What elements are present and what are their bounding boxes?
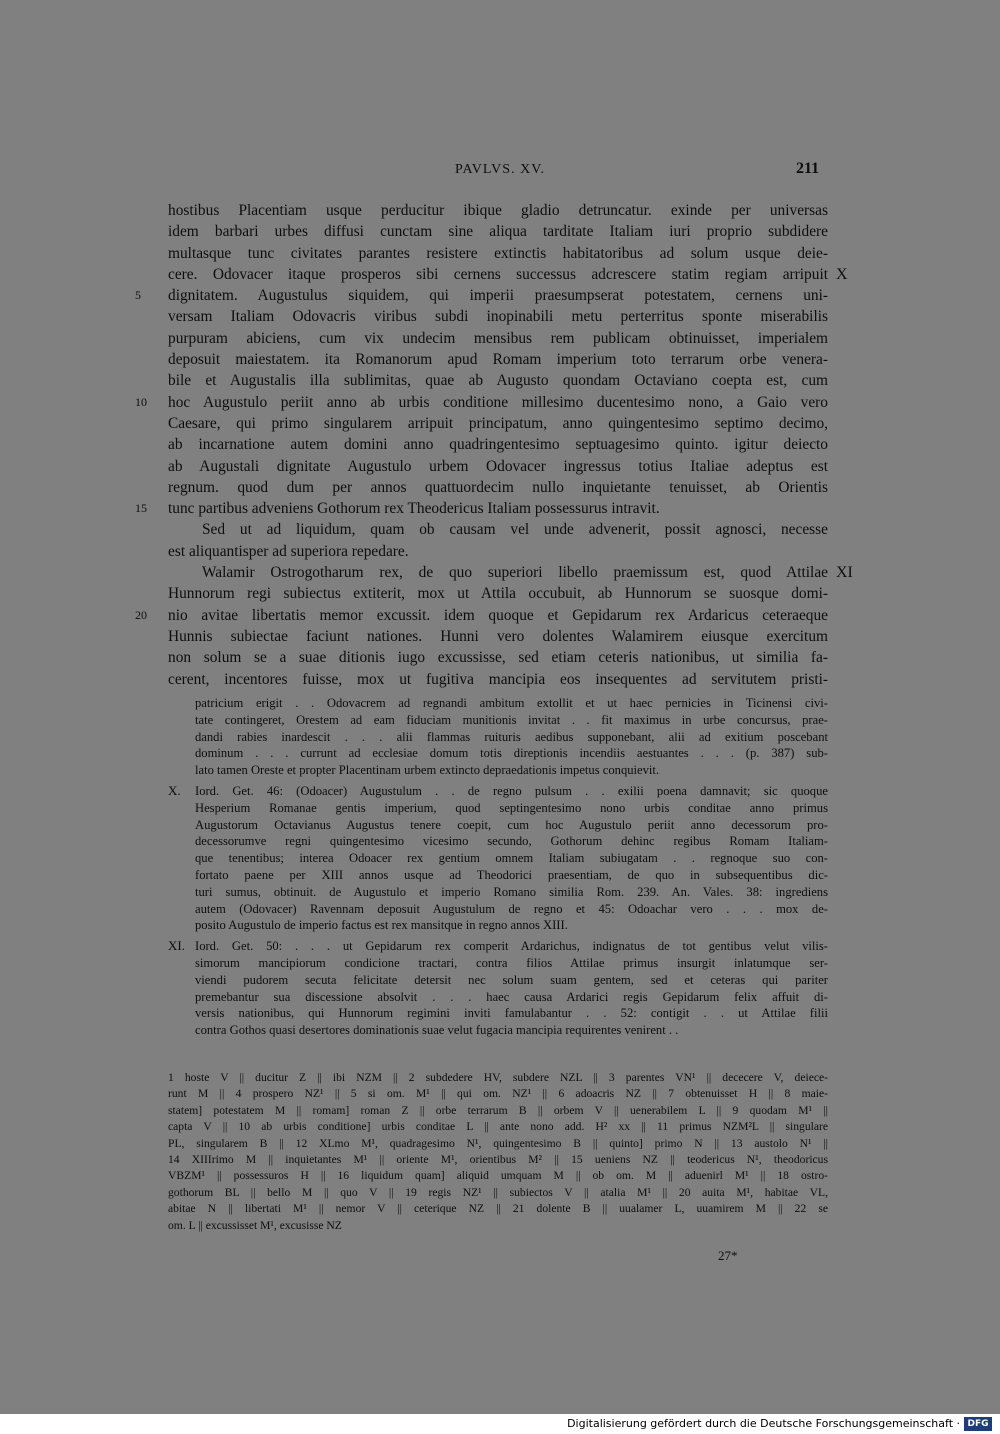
commentary-line: viendi pudorem secuta felicitate detersit nec solum suam gentem, sed et ceteras qui pariter	[195, 972, 828, 987]
apparatus-line: statem] potestatem M || romam] roman Z || orbe terrarum B || orbem V || uenerabilem L || 9 quodam M¹ ||	[168, 1103, 828, 1117]
apparatus-line: 14 XIIIrimo M || inquietantes M¹ || oriente M¹, orientibus M² || 15 ueniens NZ || teodericus N¹, theodoricus	[168, 1152, 828, 1166]
footer-text: Digitalisierung gefördert durch die Deutsche Forschungsgemeinschaft ·	[567, 1417, 960, 1430]
text-line-content: Walamir Ostrogotharum rex, de quo superiori libello praemissum est, quod Attilae	[202, 564, 828, 582]
commentary	[168, 695, 828, 1039]
text-line: Sed ut ad liquidum, quam ob causam vel unde advenerit, possit agnosci, necesse	[202, 521, 828, 539]
text-line: Hunnis subiectae faciunt nationes. Hunni vero dolentes Walamirem eiusque exercitum	[168, 627, 828, 645]
text-line: bile et Augustalis illa sublimitas, quae ab Augusto quondam Octaviano coepta est, cum	[168, 372, 828, 390]
line-number: 5	[135, 288, 141, 303]
apparatus-line: om. L || excussisset M¹, excusisse NZ	[168, 1218, 342, 1232]
main-text	[135, 200, 853, 690]
text-line	[135, 392, 828, 413]
apparatus-line: PL, singularem B || 12 XLmo M¹, quadragesimo N¹, quingentesimo B || quinto] primo N || 13 austolo N¹ ||	[168, 1136, 828, 1150]
commentary-line: dominum . . . currunt ad ecclesiae domum totis direptionis incendiis aestuantes . . . (p. 387) sub-	[195, 746, 828, 761]
commentary-label: X.	[168, 782, 181, 798]
text-line: hostibus Placentiam usque perducitur ibique gladio detruncatur. exinde per universas	[168, 202, 828, 219]
text-line-content: hoc Augustulo periit anno ab urbis conditione millesimo ducentesimo nono, a Gaio vero	[168, 393, 828, 411]
apparatus-line: 1 hoste V || ducitur Z || ibi NZM || 2 subdedere HV, subdere NZL || 3 parentes VN¹ || dececere V, deiece-	[168, 1071, 828, 1084]
commentary-line: contra Gothos quasi desertores dominationis suae velut fugacia mancipia requirentes venirent . .	[195, 1023, 679, 1038]
commentary-line: posito Augustulo de imperio factus est rex mansitque in regno annos XIII.	[195, 918, 568, 933]
text-line	[168, 264, 848, 285]
text-line-content: cere. Odovacer itaque prosperos sibi cernens successus adcrescere statim regiam arripuit	[168, 265, 828, 283]
page-number: 211	[796, 160, 820, 177]
text-line: ab incarnatione autem domini anno quadringentesimo septuagesimo quinto. igitur deiecto	[168, 436, 828, 454]
text-line	[135, 498, 828, 519]
line-number: 15	[135, 501, 147, 516]
commentary-line: lato tamen Oreste et propter Placentinam urbem extincto depraedationis impetus conquievit.	[195, 763, 660, 778]
text-line: multasque tunc civitates parantes resistere extinctis habitatoribus ad solum usque deie-	[168, 244, 828, 262]
footer-bar	[0, 1414, 1000, 1434]
dfg-logo[interactable]: DFG	[964, 1417, 992, 1431]
commentary-section-xi	[168, 938, 828, 1039]
apparatus-line: gothorum BL || bello M || quo V || 19 regis NZ¹ || subiectos V || atalia M¹ || 20 auita M¹, habitae VL,	[168, 1185, 828, 1199]
signature-mark: 27*	[718, 1248, 738, 1263]
commentary-line: Augustorum Octavianus Augustus tenere coepit, cum hoc Augustulo periit anno decessorum pro-	[195, 817, 828, 832]
text-line: versam Italiam Odovacris viribus subdi inopinabili metu perterritus sponte miserabilis	[168, 308, 828, 326]
commentary-section-x	[168, 783, 828, 934]
commentary-line: decessorumve regni quingentesimo vicesimo secundo, Gothorum dehinc regibus Romam Italiam-	[195, 834, 828, 849]
margin-note-x: X	[836, 265, 848, 283]
text-line-content: dignitatem. Augustulus siquidem, qui imperii praesumpserat potestatem, cernens uni-	[168, 287, 828, 305]
running-head: PAVLVS. XV.	[455, 162, 545, 177]
text-line: est aliquantisper ad superiora repedare.	[168, 542, 409, 560]
commentary-line: turi sumus, obtinuit. de Augustulo et imperio Romano similia Rom. 239. An. Vales. 38: ingrediens	[195, 884, 828, 899]
commentary-line: Hesperium Romanae gentis imperium, quod septingentesimo nono urbis conditae anno primus	[195, 800, 828, 815]
text-line: Caesare, qui primo singularem arripuit principatum, anno quingentesimo septimo decimo,	[168, 414, 828, 432]
text-line: regnum. quod dum per annos quattuordecim nullo inquietante tenuisset, ab Orientis	[168, 478, 828, 496]
text-line-content: nio avitae libertatis memor excussit. idem quoque et Gepidarum rex Ardaricus ceteraeque	[168, 606, 828, 624]
commentary-line: Iord. Get. 50: . . . ut Gepidarum rex comperit Ardarichus, indignatus de tot gentibus velut vilis-	[195, 939, 828, 954]
commentary-line: Iord. Get. 46: (Odoacer) Augustulum . . de regno pulsum . . exilii poena damnavit; sic quoque	[195, 783, 828, 798]
text-line	[135, 605, 828, 626]
commentary-label: XI.	[168, 938, 185, 954]
text-line: deposuit maiestatem. ita Romanorum apud Romam imperium toto terrarum orbe venera-	[168, 351, 828, 369]
text-line: idem barbari urbes diffusi cunctam sine aliqua tarditate Italiam iuri proprio subdidere	[168, 223, 828, 241]
commentary-line: que tenentibus; interea Odoacer rex gentium omnem Italiam subiugatam . . regnoque suo con-	[195, 851, 828, 866]
text-line	[135, 285, 828, 306]
apparatus-line: runt M || 4 prospero NZ¹ || 5 si om. M¹ || qui om. NZ¹ || 6 adoacris NZ || 7 obtenuisset H || 8 maie-	[168, 1087, 828, 1101]
apparatus-line: capta V || 10 ab urbis conditione] urbis conditae L || ante nono add. H² xx || 11 primus NZM²L || singulare	[168, 1120, 828, 1134]
commentary-line: patricium erigit . . Odovacrem ad regnandi ambitum extollit et ut haec pernicies in Ticinensi civi-	[195, 696, 828, 710]
commentary-line: simorum mancipiorum condicione tractari, contra filios Attilae primus insurgit inlatumque ser-	[195, 955, 828, 970]
commentary-line: tate contingeret, Orestem ad eam fiduciam munitionis invitat . . fit maximus in urbe concursus, prae-	[195, 712, 828, 727]
line-number: 20	[135, 607, 147, 622]
critical-apparatus	[168, 1070, 828, 1234]
text-line: non solum se a suae ditionis iugo excussisse, sed etiam ceteris nationibus, ut similia fa-	[168, 649, 828, 667]
text-line: purpuram abiciens, cum vix undecim mensibus rem publicam obtinuisset, imperialem	[168, 329, 828, 347]
commentary-line: fortato paene per XIII annos usque ad Theodorici praesentiam, de quo in subsequentibus dic-	[195, 867, 828, 882]
commentary-line: premebantur sua discessione absolvit . . . haec causa Ardarici regis Gepidarum felix affuit di-	[195, 989, 828, 1004]
apparatus-line: abitae N || libertati M¹ || nemor V || ceterique NZ || 21 dolente B || uualamer L, uuamirem M || 22 se	[168, 1202, 828, 1216]
line-number: 10	[135, 394, 147, 409]
commentary-line: autem (Odovacer) Ravennam deposuit Augustulum de regno et 45: Odoachar vero . . . mox de-	[195, 901, 828, 916]
commentary-line: dandi rabies inardescit . . . alii flammas ruituris aedibus supponebant, alii ad exitium poscebant	[195, 729, 828, 744]
commentary-line: versis nationibus, qui Hunnorum regimini inviti famulabantur . . 52: contigit . . ut Attilae filii	[195, 1006, 828, 1021]
text-line: cerent, incentores fuisse, mox ut fugitiva mancipia eos insequentes ad servitutem pristi-	[168, 670, 828, 688]
text-line-content: tunc partibus adveniens Gothorum rex Theodericus Italiam possessurus intravit.	[168, 500, 660, 518]
text-line	[168, 562, 853, 583]
text-line: Hunnorum regi subiectus extiterit, mox ut Attila occubuit, ab Hunnorum se suosque domi-	[168, 585, 828, 603]
text-line: ab Augustali dignitate Augustulo urbem Odovacer ingressus totius Italiae adeptus est	[168, 457, 828, 475]
apparatus-line: VBZM¹ || possessuros H || 16 liquidum quam] aliquid umquam M || ob om. M || aduenirl M¹ || 18 ostro-	[168, 1169, 828, 1183]
margin-note-xi: XI	[836, 564, 853, 582]
